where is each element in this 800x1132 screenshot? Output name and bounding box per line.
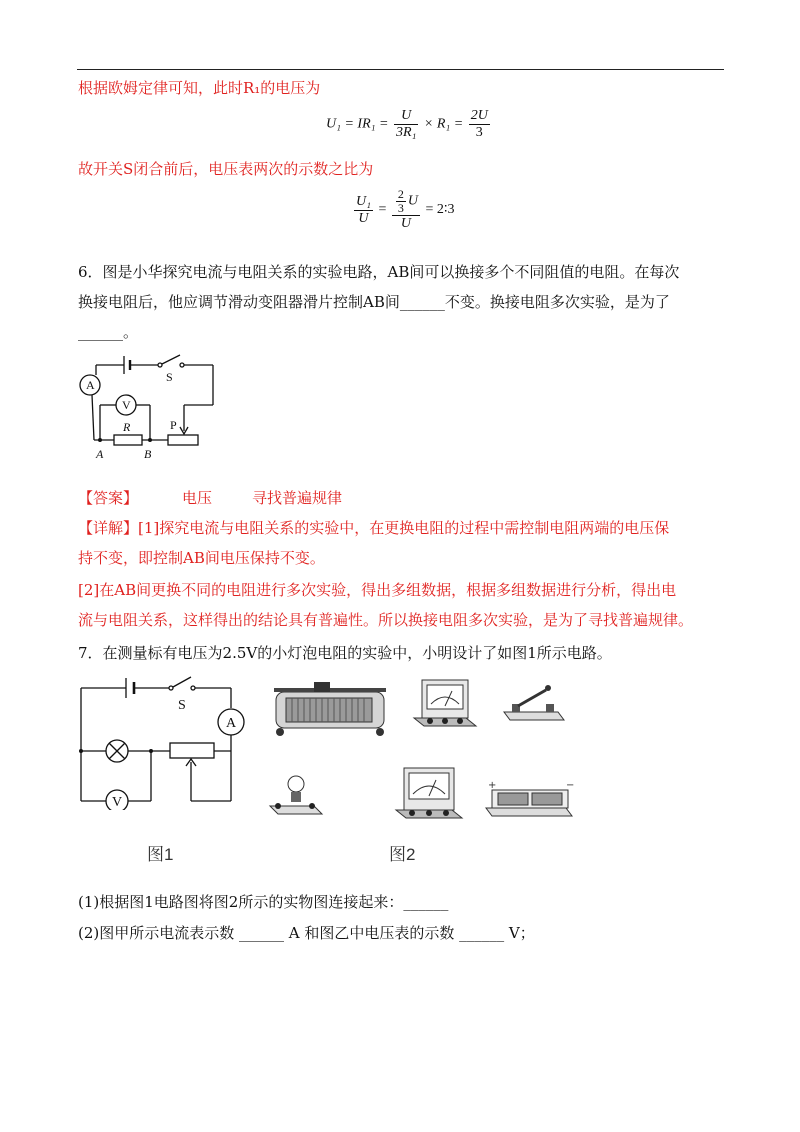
header-rule — [77, 69, 724, 70]
ohm-law-text: 根据欧姆定律可知，此时R₁的电压为 — [78, 79, 321, 97]
q7-intro: 7．在测量标有电压为2.5V的小灯泡电阻的实验中，小明设计了如图1所示电路。 — [78, 644, 612, 662]
circuit2-switch-label: S — [178, 698, 186, 713]
answer-line — [78, 488, 342, 508]
switch-lever — [162, 355, 180, 364]
q7-sub2: (2)图甲所示电流表示数 ______ A 和图乙中电压表的示数 ______ V； — [78, 924, 535, 942]
q6-line-1: 6．图是小华探究电流与电阻关系的实验电路，AB间可以换接多个不同阻值的电阻。在每次 — [78, 263, 680, 281]
answer-1: 电压 — [182, 489, 213, 507]
circuit1-switch-label: S — [166, 370, 173, 384]
q6-line-2: 换接电阻后，他应调节滑动变阻器滑片控制AB间______不变。换接电阻多次实验，是为了 — [78, 293, 670, 311]
fig2-caption: 图2 — [389, 845, 416, 864]
circuit1-resistor-label: R — [123, 420, 131, 434]
circuit1-node-b: B — [144, 447, 152, 461]
meter-icon — [396, 768, 462, 818]
eq1-lhs: U₁ = IR₁ = — [326, 116, 389, 132]
answer-2: 寻找普遍规律 — [252, 489, 343, 507]
circuit-diagram-q6 — [76, 345, 226, 463]
circuit1-node-a: A — [96, 447, 104, 461]
equation-u1 — [326, 108, 492, 141]
svg-text:−: − — [566, 780, 575, 791]
circuit1-voltmeter-label: V — [122, 398, 131, 412]
switch-ratio-text: 故开关S闭合前后，电压表两次的示数之比为 — [78, 160, 374, 178]
equation-ratio: $\frac{\text{U₁}}{U}$ = $\frac{2}{3}$ U U = 2∶3 — [356, 187, 455, 231]
svg-text:+: + — [488, 780, 497, 791]
meter-icon — [414, 680, 476, 726]
circuit1-ammeter-label: A — [86, 378, 95, 392]
q6-line-3: ______。 — [78, 323, 139, 341]
q7-sub1: (1)根据图1电路图将图2所示的实物图连接起来：______ — [78, 893, 449, 911]
circuit2-ammeter-label: A — [226, 716, 237, 731]
circuit2-voltmeter-label: V — [112, 795, 123, 810]
answer-label: 【答案】 — [78, 489, 139, 507]
circuit-diagram-fig1 — [76, 676, 246, 810]
detail-line-1: 【详解】[1]探究电流与电阻关系的实验中，在更换电阻的过程中需控制电阻两端的电压保 — [78, 519, 670, 537]
detail-line-3: [2]在AB间更换不同的电阻进行多次实验，得出多组数据，根据多组数据进行分析，得出电 — [78, 581, 677, 599]
fig1-caption: 图1 — [147, 845, 174, 864]
eq2-result: = 2∶3 — [425, 202, 455, 218]
battery-box-icon — [486, 780, 574, 816]
switch-lever — [173, 677, 191, 687]
apparatus-fig2 — [266, 676, 576, 830]
detail-line-4: 流与电阻关系，这样得出的结论具有普遍性。所以换接电阻多次实验，是为了寻找普遍规律。 — [78, 611, 694, 629]
bulb-icon — [270, 776, 322, 814]
eq2-right-fraction: $\frac{2}{3}$ U U — [392, 188, 420, 232]
eq2-left-fraction: $\frac{\text{U₁}}{U}$ — [356, 193, 371, 226]
switch-icon — [504, 685, 564, 720]
eq2-inner-fraction: $\frac{2}{3}$ — [397, 187, 404, 215]
detail-line-2: 持不变，即控制AB间电压保持不变。 — [78, 549, 325, 567]
eq1-fraction-1: $\frac{U}{\text{3R₁}}$ — [395, 108, 417, 140]
eq1-mid: × R₁ = — [423, 116, 464, 132]
circuit1-slider-label: P — [170, 418, 177, 432]
eq1-fraction-2: $\frac{2U}{3}$ — [470, 108, 488, 140]
rheostat-icon — [274, 682, 386, 736]
